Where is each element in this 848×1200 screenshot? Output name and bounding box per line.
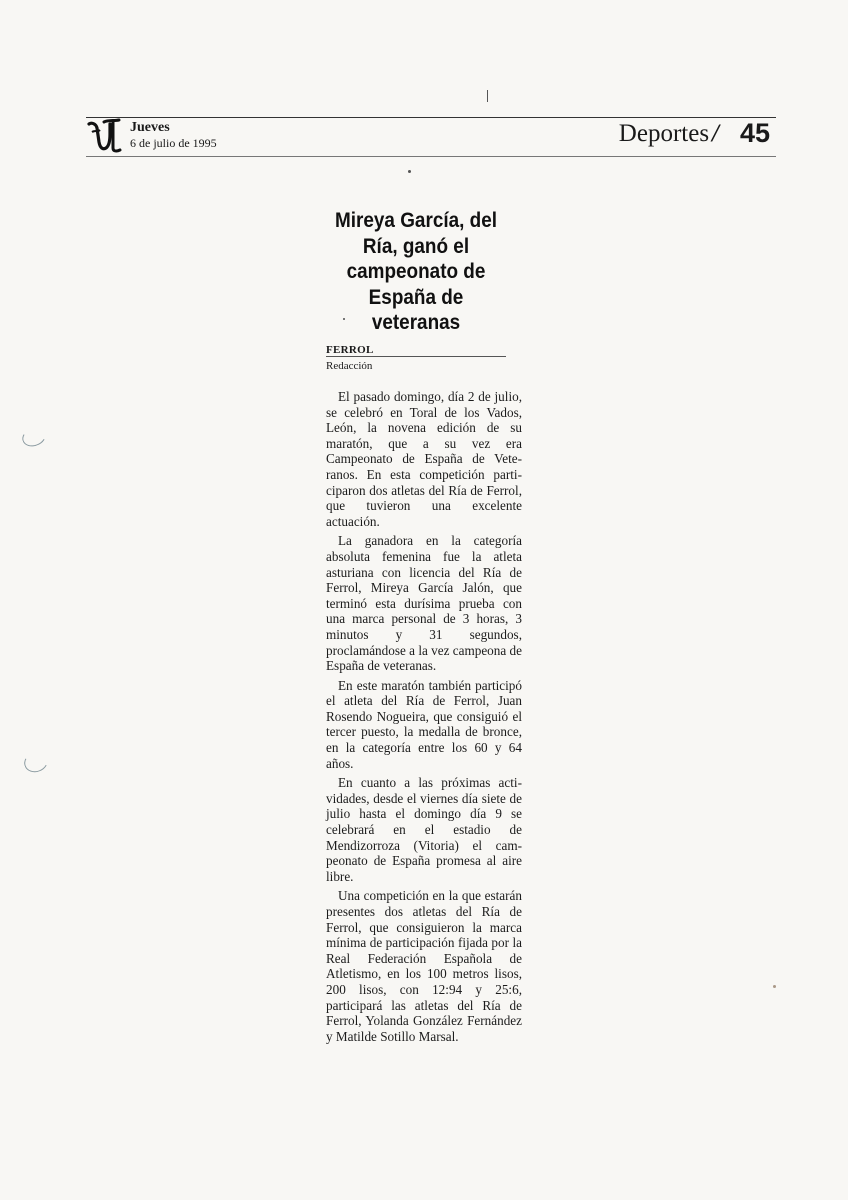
- scan-mark: [487, 90, 488, 102]
- issue-date: 6 de julio de 1995: [130, 136, 217, 150]
- scan-mark: [408, 170, 411, 173]
- section-separator: /: [712, 120, 719, 147]
- section-name: Deportes: [618, 120, 710, 147]
- scan-mark: [21, 748, 50, 775]
- issue-day: Jueves: [130, 120, 170, 135]
- scan-mark: [343, 318, 345, 320]
- article-paragraph: El pasado domingo, día 2 de julio, se celebró en Toral de los Vados, León, la novena edición de su maratón, que a su vez era Campeonato de España de Veteranos. En esta competición participaron dos atletas del Ría de Ferrol, que tuvieron una excelente actuación.: [326, 389, 522, 529]
- header-top-rule: [86, 117, 776, 118]
- scan-mark: [20, 424, 49, 449]
- header-bottom-rule: [86, 156, 776, 157]
- article-paragraph: Una competición en la que estarán presentes dos atletas del Ría de Ferrol, que consiguieron la marca mínima de participación fijada por la Real Federación Española de Atletismo, en los 100 metros lisos, 200 lisos, con 12:94 y 25:6, participará las atletas del Ría de Ferrol, Yolanda González Fernández y Matilde Sotillo Marsal.: [326, 888, 522, 1044]
- newspaper-logo-icon: [86, 118, 126, 154]
- article-paragraph: En cuanto a las próximas actividades, desde el viernes día siete de julio hasta el domingo día 9 se celebrará en el estadio de Mendizorroza (Vitoria) el campeonato de España promesa al aire libre.: [326, 775, 522, 884]
- article-body: [326, 389, 522, 1048]
- place-rule: [326, 356, 506, 357]
- article-paragraph: La ganadora en la categoría absoluta femenina fue la atleta asturiana con licencia del Ría de Ferrol, Mireya García Jalón, que terminó esta durísima prueba con una marca personal de 3 horas, 3 minutos y 31 segundos, proclamándose a la vez campeona de España de veteranas.: [326, 533, 522, 674]
- article-headline: Mireya García, del Ría, ganó el campeonato de España de veteranas: [335, 208, 497, 334]
- page-number: 45: [740, 118, 771, 148]
- scan-mark: [773, 985, 776, 988]
- section-heading: [619, 119, 722, 149]
- article-place: FERROL: [326, 344, 374, 356]
- article-byline: Redacción: [326, 360, 373, 372]
- article-paragraph: En este maratón también participó el atleta del Ría de Ferrol, Juan Rosendo Nogueira, que consiguió el tercer puesto, la medalla de bronce, en la categoría entre los 60 y 64 años.: [326, 677, 522, 771]
